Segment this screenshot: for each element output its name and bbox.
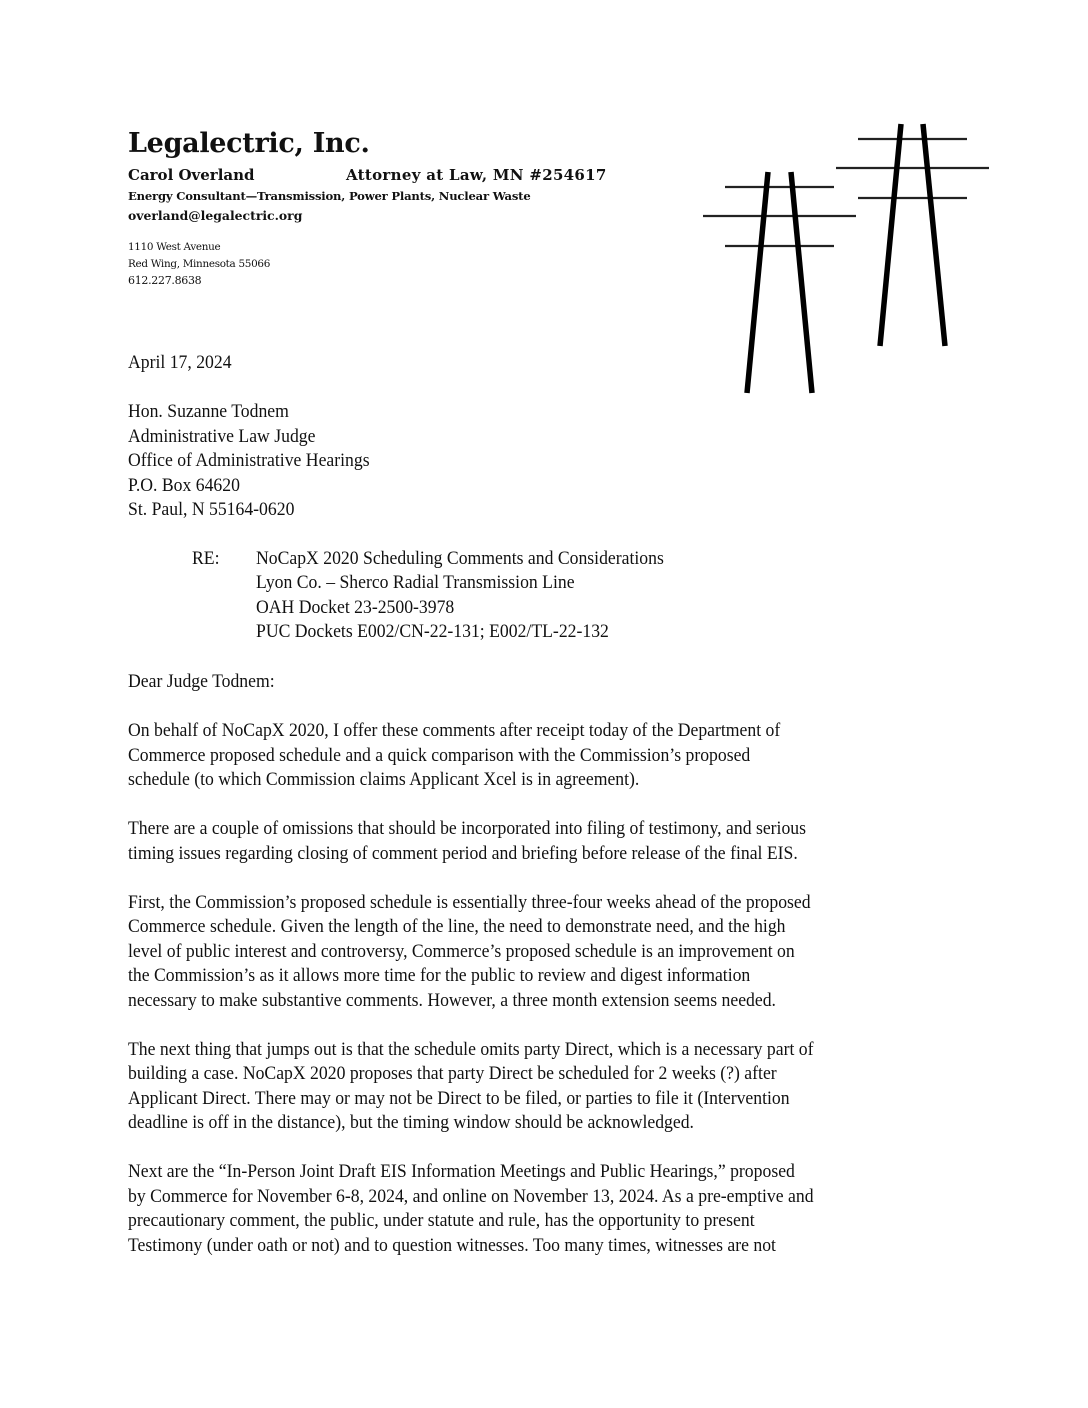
paragraph-line: Applicant Direct. There may or may not be Direct to be filed, or parties to file it (Intervention [128, 1088, 790, 1109]
paragraph-line: Commerce proposed schedule and a quick comparison with the Commission’s proposed [128, 745, 751, 766]
subject-line: OAH Docket 23-2500-3978 [256, 597, 455, 618]
paragraph-line: First, the Commission’s proposed schedule is essentially three-four weeks ahead of the proposed [128, 892, 811, 913]
paragraph-line: The next thing that jumps out is that the schedule omits party Direct, which is a necessary part of [128, 1039, 814, 1060]
recipient-line: P.O. Box 64620 [128, 475, 240, 496]
paragraph-line: There are a couple of omissions that should be incorporated into filing of testimony, and serious [128, 818, 807, 839]
salutation: Dear Judge Todnem: [128, 671, 275, 692]
subject-label: RE: [192, 548, 220, 569]
paragraph-line: necessary to make substantive comments. However, a three month extension seems needed. [128, 990, 776, 1011]
paragraph-line: Testimony (under oath or not) and to question witnesses. Too many times, witnesses are not [128, 1235, 776, 1256]
paragraph-line: by Commerce for November 6-8, 2024, and online on November 13, 2024. As a pre-emptive and [128, 1186, 814, 1207]
specialty-line: Energy Consultant—Transmission, Power Plants, Nuclear Waste [128, 189, 531, 203]
paragraph-line: building a case. NoCapX 2020 proposes that party Direct be scheduled for 2 weeks (?) after [128, 1063, 777, 1084]
recipient-line: Office of Administrative Hearings [128, 450, 370, 471]
paragraph-line: timing issues regarding closing of comment period and briefing before release of the final EIS. [128, 843, 798, 864]
paragraph-line: precautionary comment, the public, under statute and rule, has the opportunity to present [128, 1210, 755, 1231]
paragraph-line: deadline is off in the distance), but the timing window should be acknowledged. [128, 1112, 694, 1133]
subject-line: Lyon Co. – Sherco Radial Transmission Line [256, 572, 575, 593]
paragraph-line: schedule (to which Commission claims Applicant Xcel is in agreement). [128, 769, 640, 790]
paragraph-line: Next are the “In-Person Joint Draft EIS Information Meetings and Public Hearings,” proposed [128, 1161, 795, 1182]
city-state-zip: Red Wing, Minnesota 55066 [128, 258, 271, 270]
attorney-title: Attorney at Law, MN #254617 [346, 166, 607, 184]
recipient-line: Hon. Suzanne Todnem [128, 401, 289, 422]
transmission-towers-icon [700, 115, 1000, 405]
paragraph-line: On behalf of NoCapX 2020, I offer these comments after receipt today of the Department of [128, 720, 781, 741]
paragraph-line: level of public interest and controversy, Commerce’s proposed schedule is an improvement on [128, 941, 795, 962]
recipient-line: St. Paul, N 55164-0620 [128, 499, 295, 520]
attorney-name: Carol Overland [128, 166, 255, 184]
paragraph-line: Commerce schedule. Given the length of the line, the need to demonstrate need, and the high [128, 916, 786, 937]
company-name: Legalectric, Inc. [128, 128, 370, 159]
street-address: 1110 West Avenue [128, 241, 221, 253]
letter-date: April 17, 2024 [128, 352, 232, 373]
subject-line: NoCapX 2020 Scheduling Comments and Considerations [256, 548, 664, 569]
paragraph-line: the Commission’s as it allows more time for the public to review and digest information [128, 965, 751, 986]
phone-number: 612.227.8638 [128, 274, 202, 287]
email-address: overland@legalectric.org [128, 208, 303, 223]
subject-line: PUC Dockets E002/CN-22-131; E002/TL-22-132 [256, 621, 609, 642]
recipient-line: Administrative Law Judge [128, 426, 316, 447]
